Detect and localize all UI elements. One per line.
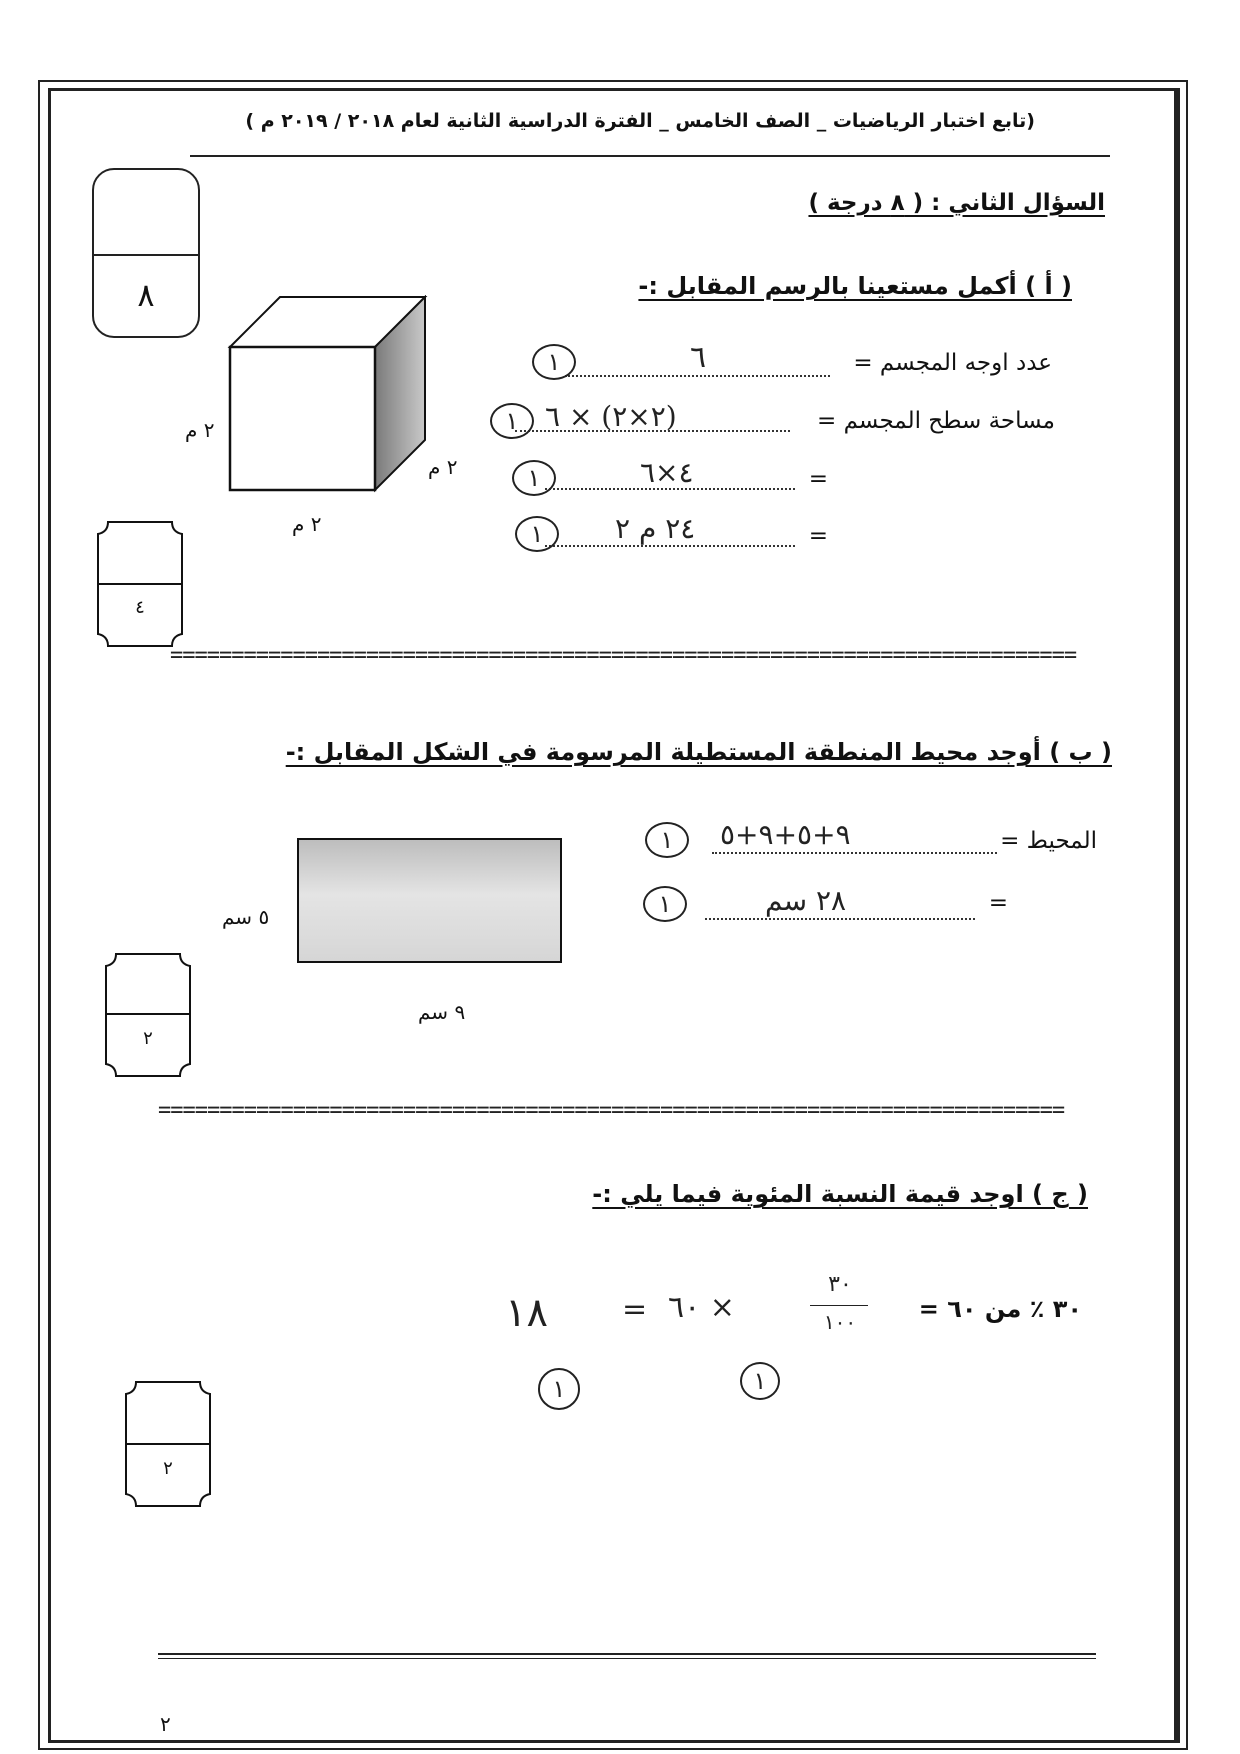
part-a-line4-blank — [545, 545, 795, 547]
footer-rule-2 — [158, 1658, 1096, 1659]
exam-header: (تابع اختبار الرياضيات _ الصف الخامس _ الفترة الدراسية الثانية لعام ٢٠١٨ / ٢٠١٩ م ) — [245, 110, 1035, 132]
part-b-line1-label: المحيط = — [1000, 828, 1097, 854]
part-c-heading: ( ج ) اوجد قيمة النسبة المئوية فيما يلي :- — [592, 1180, 1088, 1208]
cube-label-bottom: ٢ م — [292, 512, 322, 536]
part-c-result: ١٨ — [505, 1290, 548, 1336]
part-c-fraction-bar — [810, 1305, 868, 1306]
part-a-heading: ( أ ) أكمل مستعينا بالرسم المقابل :- — [638, 272, 1072, 300]
part-c-problem: ٣٠ ٪ من ٦٠ = — [918, 1295, 1082, 1323]
part-a-line4-label: = — [808, 523, 828, 549]
part-b-line1-mark: ١ — [645, 822, 689, 858]
part-b-line1-answer: ٩+٥+٩+٥ — [720, 818, 851, 851]
rectangle-figure — [297, 838, 562, 963]
part-c-fraction-num: ٣٠ — [828, 1272, 852, 1297]
cube-figure — [220, 295, 435, 495]
part-c-fraction-den: ١٠٠ — [823, 1310, 857, 1334]
part-a-line4-answer: ٢٤ م ٢ — [615, 512, 696, 545]
part-a-line2-mark: ١ — [490, 403, 534, 439]
part-c-score-value: ٢ — [163, 1458, 173, 1479]
part-b-line2-mark: ١ — [643, 886, 687, 922]
page-border-inner — [48, 88, 1180, 1743]
part-b-heading: ( ب ) أوجد محيط المنطقة المستطيلة المرسومة في الشكل المقابل :- — [285, 738, 1112, 766]
cube-label-left: ٢ م — [185, 418, 215, 442]
rect-label-side: ٥ سم — [222, 905, 270, 929]
part-c-score-box — [124, 1380, 212, 1508]
question-title: السؤال الثاني : ( ٨ درجة ) — [808, 190, 1105, 216]
part-b-line1-blank — [712, 852, 997, 854]
part-a-line3-mark: ١ — [512, 460, 556, 496]
rect-label-bottom: ٩ سم — [418, 1000, 466, 1024]
separator-1: ========================================================================== — [170, 645, 1077, 667]
part-a-line4-mark: ١ — [515, 516, 559, 552]
part-b-line2-blank — [705, 918, 975, 920]
part-a-line1-mark: ١ — [532, 344, 576, 380]
part-c-times: × ٦٠ — [668, 1290, 735, 1325]
total-score-box — [92, 168, 200, 338]
total-score-value: ٨ — [137, 276, 155, 314]
part-b-score-value: ٢ — [143, 1028, 153, 1049]
page-number: ٢ — [160, 1712, 171, 1736]
part-b-score-box — [104, 952, 192, 1078]
part-a-line3-answer: ٤×٦ — [640, 456, 694, 489]
part-c-mark-2: ١ — [740, 1362, 780, 1400]
part-b-line2-answer: ٢٨ سم — [765, 884, 847, 917]
part-a-line3-label: = — [808, 466, 828, 492]
part-a-line1-label: عدد اوجه المجسم = — [853, 350, 1052, 376]
part-a-line2-label: مساحة سطح المجسم = — [817, 408, 1055, 434]
separator-2: ========================================================================== — [158, 1100, 1065, 1122]
part-a-line1-answer: ٦ — [690, 340, 707, 375]
part-a-score-box — [96, 520, 184, 648]
part-a-line1-blank — [565, 375, 830, 377]
header-rule — [190, 155, 1110, 157]
part-a-score-value: ٤ — [135, 597, 145, 618]
part-c-mark-1: ١ — [538, 1368, 580, 1410]
cube-label-right: ٢ م — [428, 455, 458, 479]
footer-rule-1 — [158, 1653, 1096, 1655]
part-c-equals: = — [622, 1292, 648, 1327]
part-b-line2-label: = — [988, 890, 1008, 916]
part-a-line2-answer: (٢×٢) × ٦ — [545, 400, 677, 433]
